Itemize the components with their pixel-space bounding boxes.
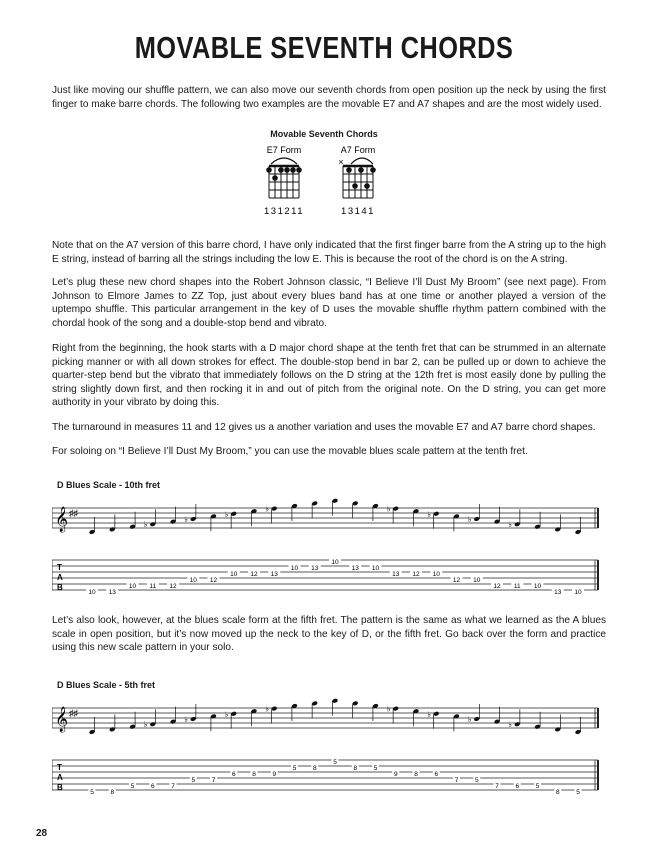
flat-accidental-icon: ♭ — [467, 715, 472, 724]
tab-fret-number: 6 — [434, 771, 439, 778]
tab-fret-number: 6 — [515, 783, 520, 790]
tab-fret-number: 5 — [373, 765, 378, 772]
tab-fret-number: 10 — [290, 565, 299, 572]
tab-fret-number: 7 — [171, 783, 175, 790]
tab-fret-number: 12 — [209, 577, 218, 584]
flat-accidental-icon: ♭ — [508, 520, 513, 530]
tab-clef-b: B — [57, 583, 63, 592]
scale-notation-5th-fret — [52, 694, 602, 800]
tab-fret-number: 7 — [211, 777, 216, 784]
tab-fret-number: 8 — [110, 789, 115, 796]
tab-fret-number: 5 — [292, 765, 297, 772]
flat-accidental-icon: ♭ — [508, 720, 513, 730]
tab-fret-number: 5 — [130, 783, 135, 790]
tab-fret-number: 10 — [533, 583, 542, 590]
fingering-e7: 131211 — [264, 206, 304, 217]
flat-accidental-icon: ♭ — [184, 715, 189, 724]
flat-accidental-icon: ♭ — [184, 515, 189, 524]
chord-diagram-e7 — [264, 145, 304, 217]
tab-fret-number: 5 — [535, 783, 540, 790]
tab-fret-number: 5 — [474, 777, 479, 784]
tab-fret-number: 13 — [351, 565, 359, 572]
a7-note-paragraph: Note that on the A7 version of this barre chord, I have only indicated that the first finger barre from the A string up to the high E string, instead of barring all the strings including the low E. This is because the root of the chord is on the A string. — [52, 240, 606, 265]
tab-fret-number: 12 — [250, 571, 258, 578]
key-signature-icon: ♯♯ — [69, 708, 78, 718]
tab-fret-number: 10 — [473, 577, 481, 584]
flat-accidental-icon: ♭ — [467, 515, 472, 524]
page-title: MOVABLE SEVENTH CHORDS — [134, 30, 514, 65]
tab-fret-number: 5 — [90, 789, 94, 796]
tab-fret-number: 13 — [311, 565, 319, 572]
key-signature-icon: ♯♯ — [69, 508, 78, 518]
tab-fret-number: 10 — [128, 583, 137, 590]
flat-accidental-icon: ♭ — [386, 704, 391, 714]
tab-clef-a: A — [57, 773, 63, 782]
chord-diagrams — [260, 144, 400, 226]
flat-accidental-icon: ♭ — [386, 504, 391, 514]
tab-fret-number: 6 — [150, 783, 155, 790]
flat-accidental-icon: ♭ — [265, 704, 270, 714]
barre-arc-e7 — [271, 158, 297, 164]
tab-clef-b: B — [57, 783, 63, 792]
chord-diagram-a7 — [338, 145, 375, 217]
flat-accidental-icon: ♭ — [224, 509, 229, 519]
tab-clef-a: A — [57, 573, 63, 582]
tab-fret-number: 13 — [270, 571, 278, 578]
flat-accidental-icon: ♭ — [143, 520, 148, 530]
treble-clef-icon: 𝄞 — [55, 506, 69, 531]
tab-fret-number: 10 — [88, 589, 96, 596]
tab-fret-number: 6 — [231, 771, 236, 778]
tab-fret-number: 12 — [493, 583, 501, 590]
tab-fret-number: 7 — [495, 783, 499, 790]
tab-fret-number: 5 — [333, 759, 337, 766]
chord-section-title: Movable Seventh Chords — [270, 129, 378, 139]
tab-clef-t: T — [57, 563, 62, 572]
tab-fret-number: 9 — [272, 771, 277, 778]
tab-fret-number: 10 — [371, 565, 380, 572]
tab-fret-number: 8 — [353, 765, 358, 772]
barre-arc-a7 — [351, 158, 373, 164]
scale-notation-10th-fret — [52, 494, 602, 600]
flat-accidental-icon: ♭ — [265, 504, 270, 514]
tab-fret-number: 12 — [452, 577, 461, 584]
flat-accidental-icon: ♭ — [427, 509, 432, 519]
tab-clef-t: T — [57, 763, 62, 772]
muted-string-marker: × — [338, 157, 344, 167]
tab-fret-number: 8 — [555, 789, 560, 796]
fifth-fret-paragraph: Let’s also look, however, at the blues scale form at the fifth fret. The pattern is the same as what we learned as the A blues scale in open position, but it’s now moved up the neck to the key of D, or the fifth fret. Go back over the form and practice using this new scale pattern in your solo. — [52, 615, 606, 654]
tab-fret-number: 8 — [414, 771, 418, 778]
tab-fret-number: 10 — [331, 559, 339, 566]
dust-my-broom-paragraph: Let’s plug these new chord shapes into the Robert Johnson classic, “I Believe I’ll Dust My Broom” (see next page). From Johnson to Elmore James to ZZ Top, just about every blues band has at one time or another played a version of the uptempo shuffle. This particular arrangement in the key of D uses the movable shuffle rhythm pattern combined with the chordal hook of the song and a double-stop bend and vibrato. — [52, 277, 606, 329]
tab-fret-number: 13 — [392, 571, 400, 578]
chord-name-e7: E7 Form — [266, 145, 302, 155]
tab-fret-number: 13 — [554, 589, 562, 596]
scale-label-10th-fret: D Blues Scale - 10th fret — [57, 480, 161, 490]
tab-fret-number: 12 — [169, 583, 177, 590]
tab-fret-number: 10 — [432, 571, 440, 578]
tab-fret-number: 12 — [412, 571, 420, 578]
tab-fret-number: 8 — [312, 765, 317, 772]
intro-paragraph: Just like moving our shuffle pattern, we can also move our seventh chords from open position up the neck by using the first finger to make barre chords. The following two examples are the movable E7 and A7 shapes and are the most widely used. — [52, 85, 606, 110]
tab-fret-number: 10 — [574, 589, 582, 596]
treble-clef-icon: 𝄞 — [55, 706, 69, 731]
tab-fret-number: 5 — [191, 777, 196, 784]
tab-fret-number: 11 — [513, 583, 521, 590]
hook-paragraph: Right from the beginning, the hook starts with a D major chord shape at the tenth fret that can be strummed in an alternate picking manner or with all down strokes for effect. The double-stop bend in bar 2, can be pulled up or down to achieve the quarter-step bend but the vibrato that immediately follows on the D string at the 12th fret is most easily done by pulling the string slightly down first, and then rocking it in and out of pitch from the original note. On the D string, you can get more authority in your vibrato by doing this. — [52, 343, 606, 409]
flat-accidental-icon: ♭ — [427, 709, 432, 719]
flat-accidental-icon: ♭ — [224, 709, 229, 719]
turnaround-paragraph: The turnaround in measures 11 and 12 gives us a another variation and uses the movable E7 and A7 barre chord shapes. — [52, 422, 596, 433]
tab-fret-number: 10 — [189, 577, 197, 584]
fingering-a7: 13141 — [341, 206, 375, 217]
tab-fret-number: 13 — [108, 589, 116, 596]
tab-fret-number: 10 — [230, 571, 238, 578]
flat-accidental-icon: ♭ — [143, 720, 148, 730]
chord-name-a7: A7 Form — [340, 145, 376, 155]
tab-fret-number: 8 — [252, 771, 256, 778]
scale-label-5th-fret: D Blues Scale - 5th fret — [57, 680, 156, 690]
tab-fret-number: 7 — [454, 777, 459, 784]
tab-fret-number: 5 — [576, 789, 580, 796]
tab-fret-number: 11 — [149, 583, 157, 590]
page-number: 28 — [36, 828, 48, 839]
soloing-paragraph: For soloing on “I Believe I’ll Dust My Broom,” you can use the movable blues scale pattern at the tenth fret. — [52, 446, 528, 457]
tab-fret-number: 9 — [393, 771, 398, 778]
